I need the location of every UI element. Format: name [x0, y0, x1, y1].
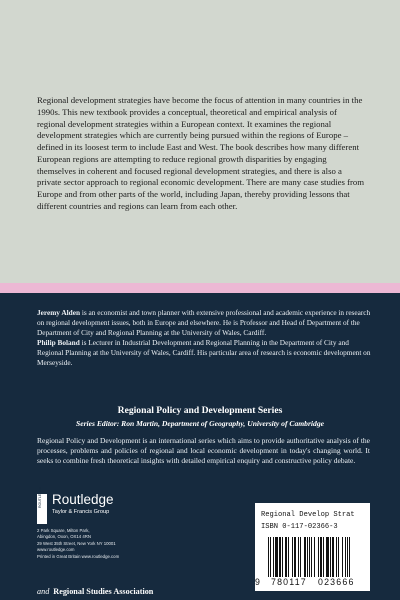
series-description: Regional Policy and Development is an international series which aims to provide authoritative analysis of the processes, problems and policies of regional and local economic development in today's changing world. It seeks to combine fresh theoretical insights with detailed empirical enquiry and constructive policy debate.	[37, 436, 370, 466]
ean-left-digits: 780117	[271, 577, 307, 587]
barcode-bar	[273, 537, 274, 577]
series-editor-label: Series Editor:	[75, 419, 120, 428]
address-line: Abingdon, Oxon, OX14 4RN	[37, 534, 91, 540]
publisher-group: Taylor & Francis Group	[52, 509, 110, 515]
barcode-bar	[282, 537, 283, 577]
association-prefix: and	[37, 587, 50, 596]
address-line: 29 West 35th Street, New York NY 10001	[37, 540, 116, 546]
author-bio-text: is an economist and town planner with extensive professional and academic experience in research on regional development issues, both in Europe and elsewhere. He is Professor and Head of Department of the Department of City and Regional Planning at the University of Wales, Cardiff.	[37, 308, 371, 337]
barcode-bars	[268, 537, 366, 577]
barcode-bar	[314, 537, 315, 577]
author-bio-text: is Lecturer in Industrial Development and Regional Planning in the Department of City and Regional Planning at the University of Wales, Cardiff. His particular area of research is economic development on Merseyside.	[37, 338, 371, 367]
association-credit	[37, 587, 153, 596]
barcode-bar	[345, 537, 346, 577]
author-name: Jeremy Alden	[37, 308, 81, 317]
barcode-bar	[298, 537, 299, 577]
barcode-bar	[336, 537, 337, 577]
barcode-bar	[320, 537, 322, 577]
barcode-bar	[323, 537, 324, 577]
barcode-bar	[292, 537, 293, 577]
series-title: Regional Policy and Development Series	[117, 405, 283, 416]
barcode-bar	[309, 537, 310, 577]
address-line: www.routledge.com	[37, 547, 75, 553]
author-bio-boland	[37, 338, 372, 368]
ean-right-digits: 023666	[318, 577, 355, 587]
barcode-bar	[300, 537, 301, 577]
address-line: Printed in Great Britain www.routledge.com	[37, 553, 120, 559]
barcode-bar	[275, 537, 278, 577]
barcode-bar	[318, 537, 319, 577]
barcode-bar	[279, 537, 281, 577]
barcode-bar	[304, 537, 306, 577]
book-blurb: Regional development strategies have become the focus of attention in many countries in the 1990s. This new textbook provides a conceptual, theoretical and empirical analysis of regional development strategies within a European context. It examines the regional development strategies which are currently being pursued within the regions of Europe – defined in its loosest term to include East and West. The book describes how many different European regions are attempting to reduce regional growth disparities by engaging themselves in coherent and focused regional development strategies, and there is also a private sector approach to regional economic development. There are many case studies from Europe and from other parts of the world, including Japan, thereby providing lessons that different countries and regions can learn from each other.	[37, 95, 365, 211]
barcode-bar	[285, 537, 287, 577]
address-line: 2 Park Square, Milton Park,	[37, 528, 90, 533]
publisher-name: Routledge	[52, 492, 114, 507]
barcode-bar	[288, 537, 289, 577]
series-editor-name: Ron Martin, Department of Geography, University of Cambridge	[119, 419, 324, 428]
barcode-bar	[330, 537, 331, 577]
barcode-bar	[332, 537, 334, 577]
barcode-bar	[270, 537, 271, 577]
isbn-number: ISBN 0-117-02366-3	[261, 523, 338, 531]
author-bio-alden	[37, 308, 372, 338]
publisher-logo-vertical-text: ROUTLEDGE	[38, 486, 42, 508]
barcode-bar	[311, 537, 312, 577]
association-name: Regional Studies Association	[53, 587, 154, 596]
barcode-bar	[342, 537, 343, 577]
barcode-bar	[347, 537, 348, 577]
ean-digits	[255, 577, 370, 588]
author-name: Philip Boland	[37, 338, 80, 347]
barcode-title: Regional Develop Strat	[261, 511, 355, 519]
series-editor	[0, 419, 400, 428]
barcode-bar	[349, 537, 350, 577]
author-bios	[37, 308, 372, 368]
blurb-panel	[0, 0, 400, 283]
publisher-address	[37, 528, 157, 560]
barcode-bar	[294, 537, 296, 577]
ean-lead-digit: 9	[255, 577, 262, 587]
accent-band	[0, 283, 400, 293]
barcode-bar	[307, 537, 308, 577]
barcode-bar	[326, 537, 329, 577]
publisher-logo-mark	[37, 486, 47, 524]
barcode-bar	[268, 537, 269, 577]
barcode-bar	[338, 537, 339, 577]
